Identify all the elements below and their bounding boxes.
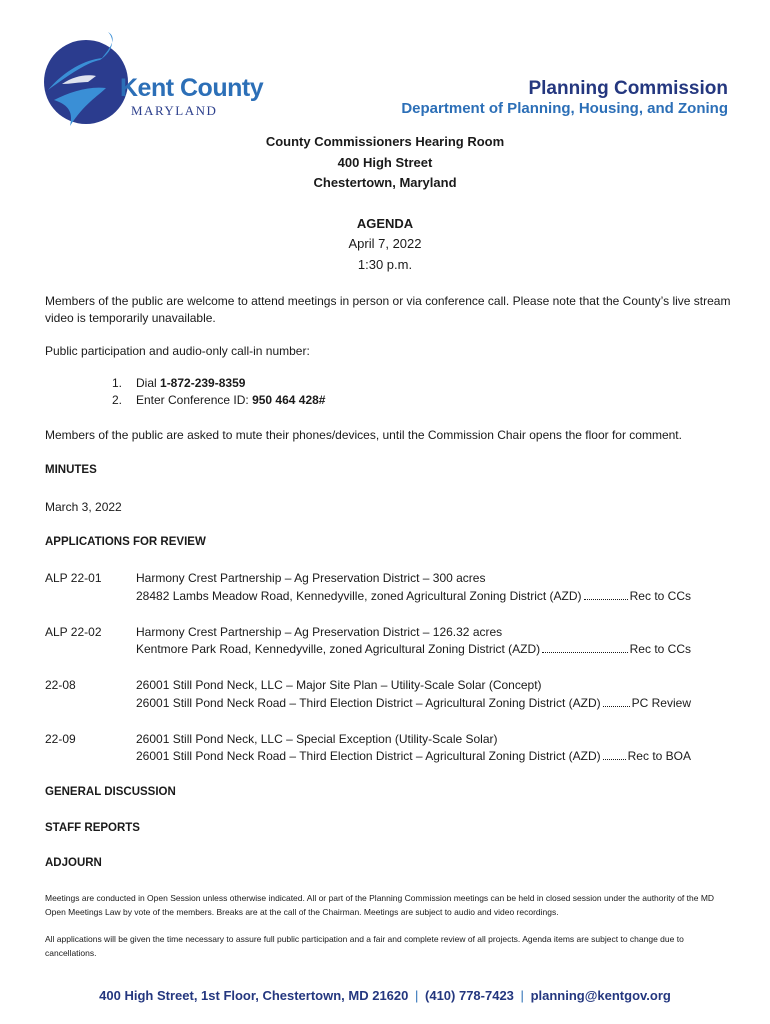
step-number: 1. <box>112 376 123 390</box>
staff-reports-heading: STAFF REPORTS <box>45 822 140 834</box>
leader-dots <box>542 642 627 653</box>
footer-address: 400 High Street, 1st Floor, Chestertown, MD 21620 <box>99 988 409 1003</box>
minutes-heading: MINUTES <box>45 464 97 476</box>
applications-heading: APPLICATIONS FOR REVIEW <box>45 536 206 548</box>
conference-id: 950 464 428# <box>252 393 326 407</box>
footer-separator: | <box>520 988 524 1003</box>
leader-dots <box>603 749 626 760</box>
application-code: 22-08 <box>45 678 76 692</box>
call-in-step <box>112 393 325 407</box>
application-detail <box>136 589 691 603</box>
footer-email[interactable]: planning@kentgov.org <box>530 988 671 1003</box>
general-discussion-heading: GENERAL DISCUSSION <box>45 786 176 798</box>
application-title-text: 26001 Still Pond Neck, LLC – Major Site Plan – Utility-Scale Solar (Concept) <box>136 678 542 692</box>
planning-commission-title: Planning Commission <box>528 78 728 99</box>
location-city: Chestertown, Maryland <box>313 175 457 190</box>
footer-phone: (410) 778-7423 <box>425 988 514 1003</box>
application-action: Rec to CCs <box>629 642 691 656</box>
application-title <box>136 625 691 639</box>
application-action: Rec to BOA <box>627 749 691 763</box>
step-number: 2. <box>112 393 123 407</box>
application-title <box>136 678 691 692</box>
application-location: Kentmore Park Road, Kennedyville, zoned Agricultural Zoning District (AZD) <box>136 642 541 656</box>
step-label: Enter Conference ID: <box>136 393 253 407</box>
application-action: Rec to CCs <box>629 589 691 603</box>
application-location: 26001 Still Pond Neck Road – Third Election District – Agricultural Zoning District (AZD) <box>136 696 601 710</box>
footer-separator: | <box>415 988 419 1003</box>
step-label: Dial <box>136 376 161 390</box>
agenda-heading: AGENDA <box>356 216 414 231</box>
leader-dots <box>603 696 630 707</box>
welcome-text: Members of the public are welcome to attend meetings in person or via conference call. Please note that the County’s live stream video is temporarily unavailable. <box>45 294 731 325</box>
application-code: ALP 22-02 <box>45 625 102 639</box>
application-action: PC Review <box>631 696 691 710</box>
application-code: 22-09 <box>45 732 76 746</box>
applications-note: All applications will be given the time necessary to assure full public participation and a fair and complete review of all projects. Agenda items are subject to change due to cancellations. <box>45 934 684 958</box>
application-location: 26001 Still Pond Neck Road – Third Election District – Agricultural Zoning District (AZD) <box>136 749 601 763</box>
participation-text: Public participation and audio-only call-in number: <box>45 344 310 358</box>
agenda-time: 1:30 p.m. <box>357 257 413 272</box>
leader-dots <box>584 589 628 600</box>
department-title: Department of Planning, Housing, and Zoning <box>401 100 728 117</box>
contact-footer <box>0 988 770 1003</box>
application-title <box>136 732 691 746</box>
agenda-date: April 7, 2022 <box>348 236 422 251</box>
adjourn-heading: ADJOURN <box>45 857 102 869</box>
application-detail <box>136 749 691 763</box>
location-room: County Commissioners Hearing Room <box>265 134 505 149</box>
logo-state-name: MARYLAND <box>131 103 218 118</box>
logo-county-name: Kent County <box>120 74 264 102</box>
application-title-text: Harmony Crest Partnership – Ag Preservation District – 126.32 acres <box>136 625 503 639</box>
application-code: ALP 22-01 <box>45 571 102 585</box>
application-location: 28482 Lambs Meadow Road, Kennedyville, zoned Agricultural Zoning District (AZD) <box>136 589 582 603</box>
application-title-text: Harmony Crest Partnership – Ag Preservation District – 300 acres <box>136 571 486 585</box>
location-street: 400 High Street <box>337 155 433 170</box>
session-note: Meetings are conducted in Open Session unless otherwise indicated. All or part of the Planning Commission meetings can be held in closed session under the authority of the MD Open Meetings Law by vote of the members. Breaks are at the call of the Chairman. Meetings are subject to audio and video recordings. <box>45 893 715 917</box>
call-in-step <box>112 376 245 390</box>
mute-text: Members of the public are asked to mute their phones/devices, until the Commission Chair opens the floor for comment. <box>45 428 682 442</box>
application-detail <box>136 642 691 656</box>
application-title-text: 26001 Still Pond Neck, LLC – Special Exception (Utility-Scale Solar) <box>136 732 498 746</box>
application-detail <box>136 696 691 710</box>
dial-number: 1-872-239-8359 <box>160 376 246 390</box>
kent-county-logo <box>40 30 264 130</box>
application-title <box>136 571 691 585</box>
minutes-date: March 3, 2022 <box>45 500 122 514</box>
